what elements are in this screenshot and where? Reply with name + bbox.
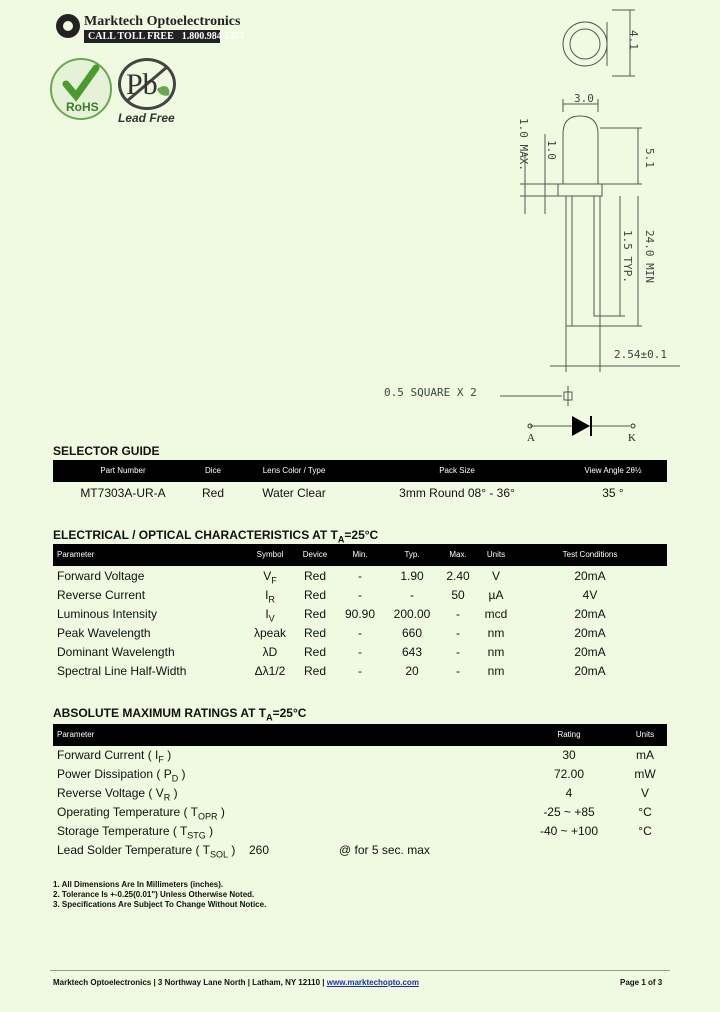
electrical-max: -: [456, 664, 460, 678]
electrical-row: [53, 586, 667, 605]
footer-page-number: Page 1 of 3: [620, 978, 663, 987]
dim-pitch: 2.54±0.1: [614, 348, 667, 361]
electrical-param: Luminous Intensity: [57, 607, 158, 621]
absolute-row: [53, 765, 667, 784]
electrical-title-text: ELECTRICAL / OPTICAL CHARACTERISTICS AT T: [53, 528, 338, 542]
absolute-rating: 4: [565, 786, 573, 800]
electrical-max: 2.40: [446, 569, 470, 583]
absolute-param-sub: OPR: [197, 811, 218, 822]
diode-symbol-icon: [572, 416, 590, 436]
absolute-row: [53, 803, 667, 822]
electrical-max: 50: [451, 588, 465, 602]
selector-row: [53, 484, 667, 503]
lens-outline: [563, 116, 598, 184]
dim-top-diameter: 4.1: [627, 30, 640, 50]
absolute-param-sub: SOL: [209, 849, 228, 860]
selector-guide-title: SELECTOR GUIDE: [53, 444, 160, 458]
electrical-min: -: [358, 645, 362, 659]
electrical-title-tail: =25°C: [344, 528, 379, 542]
electrical-param: Dominant Wavelength: [57, 645, 175, 659]
electrical-units: nm: [487, 626, 505, 640]
notes: [53, 880, 266, 910]
electrical-min: -: [358, 626, 362, 640]
electrical-units: nm: [487, 664, 505, 678]
absolute-row: [53, 746, 667, 765]
dim-body-height: 5.1: [643, 148, 656, 168]
electrical-header-typ: Typ.: [404, 550, 420, 559]
selector-header-lens: Lens Color / Type: [262, 466, 326, 475]
electrical-units: nm: [487, 645, 505, 659]
electrical-symbol-text: I: [265, 588, 269, 602]
selector-header-dice: Dice: [204, 466, 221, 475]
selector-part-number: MT7303A-UR-A: [80, 486, 166, 500]
electrical-device: Red: [303, 645, 326, 659]
absolute-param: [57, 841, 277, 864]
electrical-device: Red: [303, 664, 326, 678]
dim-flange: 1.0: [545, 140, 558, 160]
electrical-device: Red: [303, 569, 326, 583]
note-2: 2. Tolerance Is +-0.25(0.01") Unless Otherwise Noted.: [53, 890, 255, 899]
electrical-typ: 660: [401, 626, 423, 640]
absolute-row: [53, 841, 667, 860]
electrical-sym: [245, 662, 295, 685]
top-view-inner-circle: [570, 29, 600, 59]
electrical-header-min: Min.: [352, 550, 368, 559]
absolute-param-tail: ): [163, 748, 172, 762]
electrical-param: Peak Wavelength: [57, 626, 151, 640]
electrical-header-max: Max.: [449, 550, 467, 559]
electrical-units: µA: [488, 588, 504, 602]
toll-free-bar: [84, 30, 245, 43]
absolute-param-tail: ): [217, 805, 225, 819]
electrical-row: [53, 662, 667, 681]
company-logo-icon: [56, 14, 80, 38]
electrical-param: Forward Voltage: [57, 569, 145, 583]
footer-website-link[interactable]: www.marktechopto.com: [326, 978, 419, 987]
electrical-header-symbol: Symbol: [256, 550, 284, 559]
electrical-header-conditions: Test Conditions: [562, 550, 618, 559]
electrical-row: [53, 643, 667, 662]
electrical-symbol-text: V: [263, 569, 272, 583]
absolute-param-param: Reverse Voltage ( V: [57, 786, 164, 800]
absolute-units: @ for 5 sec. max: [339, 843, 430, 857]
absolute-row: [53, 784, 667, 803]
lead-free-label: Lead Free: [118, 111, 175, 125]
company-name: Marktech Optoelectronics: [84, 14, 241, 29]
electrical-header-bar: [53, 544, 667, 566]
electrical-cond: 20mA: [574, 645, 606, 659]
note-1: 1. All Dimensions Are In Millimeters (inches).: [53, 880, 224, 889]
flange-outline: [558, 184, 602, 196]
electrical-typ: -: [410, 588, 414, 602]
absolute-rating: -25 ~ +85: [543, 805, 595, 819]
absolute-param-param: Lead Solder Temperature ( T: [57, 843, 210, 857]
electrical-symbol-text: λpeak: [253, 626, 287, 640]
electrical-max: -: [456, 607, 460, 621]
electrical-header-units: Units: [486, 550, 506, 559]
selector-lens: Water Clear: [262, 486, 326, 500]
absolute-header-rating: Rating: [557, 730, 581, 739]
dim-lead-offset: 1.5 TYP.: [621, 230, 634, 283]
absolute-param-sub: R: [163, 792, 171, 803]
selector-pack: 3mm Round 08° - 36°: [399, 486, 515, 500]
electrical-symbol-text: Δλ1/2: [254, 664, 286, 678]
electrical-units: mcd: [484, 607, 508, 621]
absolute-units: mA: [636, 748, 654, 762]
electrical-row: [53, 624, 667, 643]
absolute-units: mW: [634, 767, 656, 781]
electrical-typ: 200.00: [393, 607, 431, 621]
electrical-header-device: Device: [302, 550, 328, 559]
electrical-typ: 20: [405, 664, 419, 678]
absolute-header-bar: [53, 724, 667, 746]
toll-free-label: CALL TOLL FREE: [88, 31, 174, 42]
anode-lead: [566, 196, 572, 326]
electrical-cond: 20mA: [574, 569, 606, 583]
absolute-rating: 260: [249, 843, 270, 857]
absolute-rating: 30: [562, 748, 576, 762]
electrical-min: 90.90: [344, 607, 376, 621]
cathode-lead: [594, 196, 600, 316]
pb-label: Pb: [126, 68, 158, 101]
absolute-param-sub: F: [158, 754, 164, 765]
electrical-device: Red: [303, 626, 326, 640]
electrical-units: V: [491, 569, 500, 583]
absolute-row: [53, 822, 667, 841]
absolute-rating: -40 ~ +100: [539, 824, 599, 838]
absolute-param-sub: D: [171, 773, 179, 784]
selector-header-part: Part Number: [100, 466, 146, 475]
absolute-param-tail: ): [205, 824, 214, 838]
absolute-param-param: Operating Temperature ( T: [57, 805, 198, 819]
electrical-title: [53, 528, 378, 544]
absolute-units: °C: [638, 805, 652, 819]
footer-divider: [50, 970, 670, 971]
absolute-header-units: Units: [635, 730, 655, 739]
note-3: 3. Specifications Are Subject To Change Without Notice.: [53, 900, 267, 909]
electrical-typ: 1.90: [400, 569, 424, 583]
electrical-symbol-sub: R: [268, 594, 275, 605]
dim-lead-square: 0.5 SQUARE X 2: [384, 386, 477, 399]
footer-address: [53, 978, 419, 987]
electrical-device: Red: [303, 588, 326, 602]
absolute-title: [53, 706, 306, 722]
absolute-units: °C: [638, 824, 652, 838]
absolute-param-tail: ): [228, 843, 236, 857]
absolute-param-param: Storage Temperature ( T: [57, 824, 188, 838]
absolute-param-sub: STG: [187, 830, 206, 841]
selector-header-angle: View Angle 2θ½: [584, 466, 642, 475]
electrical-row: [53, 567, 667, 586]
selector-header-bar: [53, 460, 667, 482]
dim-lead-length: 24.0 MIN: [643, 230, 656, 283]
electrical-symbol-text: λD: [262, 645, 278, 659]
electrical-symbol-sub: F: [271, 575, 277, 586]
electrical-symbol-sub: V: [268, 613, 275, 624]
selector-header-pack: Pack Size: [439, 466, 475, 475]
electrical-cond: 20mA: [574, 607, 606, 621]
electrical-min: -: [358, 664, 362, 678]
electrical-title-sub: A: [337, 534, 345, 545]
electrical-param: Spectral Line Half-Width: [57, 664, 187, 678]
absolute-param-param: Power Dissipation ( P: [57, 767, 172, 781]
electrical-device: Red: [303, 607, 326, 621]
electrical-cond: 4V: [582, 588, 598, 602]
rohs-label: RoHS: [66, 100, 99, 114]
electrical-typ: 643: [401, 645, 423, 659]
toll-free-number: 1.800.984.5337: [181, 31, 245, 42]
electrical-header-param: Parameter: [57, 550, 95, 559]
dim-lens-width: 3.0: [574, 92, 594, 105]
absolute-param-tail: ): [178, 767, 186, 781]
electrical-min: -: [358, 588, 362, 602]
electrical-cond: 20mA: [574, 664, 606, 678]
pin-anode-label: A: [527, 432, 535, 444]
absolute-title-tail: =25°C: [272, 706, 307, 720]
electrical-param: Reverse Current: [57, 588, 146, 602]
absolute-header-param: Parameter: [57, 730, 95, 739]
absolute-title-text: ABSOLUTE MAXIMUM RATINGS AT T: [53, 706, 267, 720]
absolute-units: V: [640, 786, 649, 800]
electrical-symbol-text: I: [265, 607, 269, 621]
absolute-param-param: Forward Current ( I: [57, 748, 159, 762]
selector-angle: 35 °: [602, 486, 624, 500]
absolute-rating: 72.00: [553, 767, 585, 781]
selector-dice: Red: [201, 486, 224, 500]
package-drawing: [380, 4, 680, 444]
absolute-param-tail: ): [170, 786, 178, 800]
electrical-cond: 20mA: [574, 626, 606, 640]
electrical-min: -: [358, 569, 362, 583]
electrical-max: -: [456, 645, 460, 659]
electrical-max: -: [456, 626, 460, 640]
dim-flange-max: 1.0 MAX.: [517, 118, 530, 171]
electrical-row: [53, 605, 667, 624]
pin-cathode-label: K: [628, 432, 636, 444]
footer-address-text: Marktech Optoelectronics | 3 Northway Lane North | Latham, NY 12110 |: [53, 978, 327, 987]
absolute-title-sub: A: [266, 712, 273, 723]
